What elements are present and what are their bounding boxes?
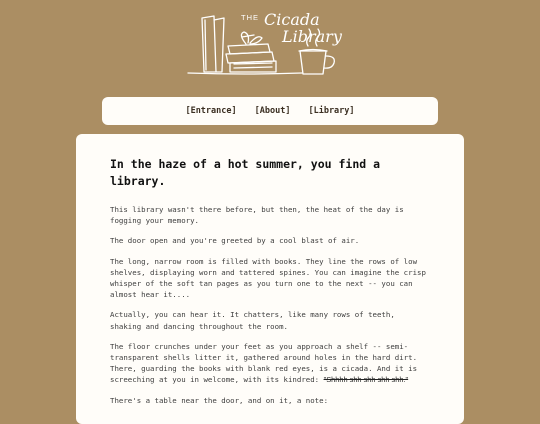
story-paragraph-2: The door open and you're greeted by a cool blast of air. <box>110 236 360 246</box>
story-title: In the haze of a hot summer, you find a library. <box>110 157 381 188</box>
story-paragraph-1: This library wasn't there before, but then, the heat of the day is fogging your memory. <box>110 205 404 226</box>
site-logo <box>186 6 356 78</box>
nav-link-entrance[interactable]: [Entrance] <box>185 106 237 116</box>
story-paragraph-5 <box>110 341 430 386</box>
logo-word-cicada: Cicada <box>264 10 320 29</box>
logo-word-the: THE <box>241 13 259 22</box>
nav-link-about[interactable]: [About] <box>254 106 291 116</box>
story-content <box>110 156 430 415</box>
story-panel <box>76 134 464 424</box>
nav-link-library[interactable]: [Library] <box>308 106 355 116</box>
main-nav <box>102 97 438 125</box>
story-paragraph-4: Actually, you can hear it. It chatters, like many rows of teeth, shaking and dancing throughout the room. <box>110 310 395 331</box>
story-paragraph-5-text: The floor crunches under your feet as you approach a shelf -- semi-transparent shells litter it, gathered around holes in the hard dirt. There, guarding the books with blank red eyes, is a cicada. And it is screeching at you in welcome, with its kindred: <box>110 341 418 385</box>
cicada-sound-text: "Shhhh shh shh shh shh." <box>323 375 409 385</box>
logo-word-library: Library <box>282 27 342 46</box>
books-and-cup-illustration <box>186 6 356 78</box>
story-paragraph-3: The long, narrow room is filled with books. They line the rows of low shelves, displaying worn and tattered spines. You can imagine the crisp whisper of the soft tan pages as you turn one to the next -- you can almost hear it.... <box>110 256 426 300</box>
story-paragraph-6: There's a table near the door, and on it, a note: <box>110 395 329 405</box>
